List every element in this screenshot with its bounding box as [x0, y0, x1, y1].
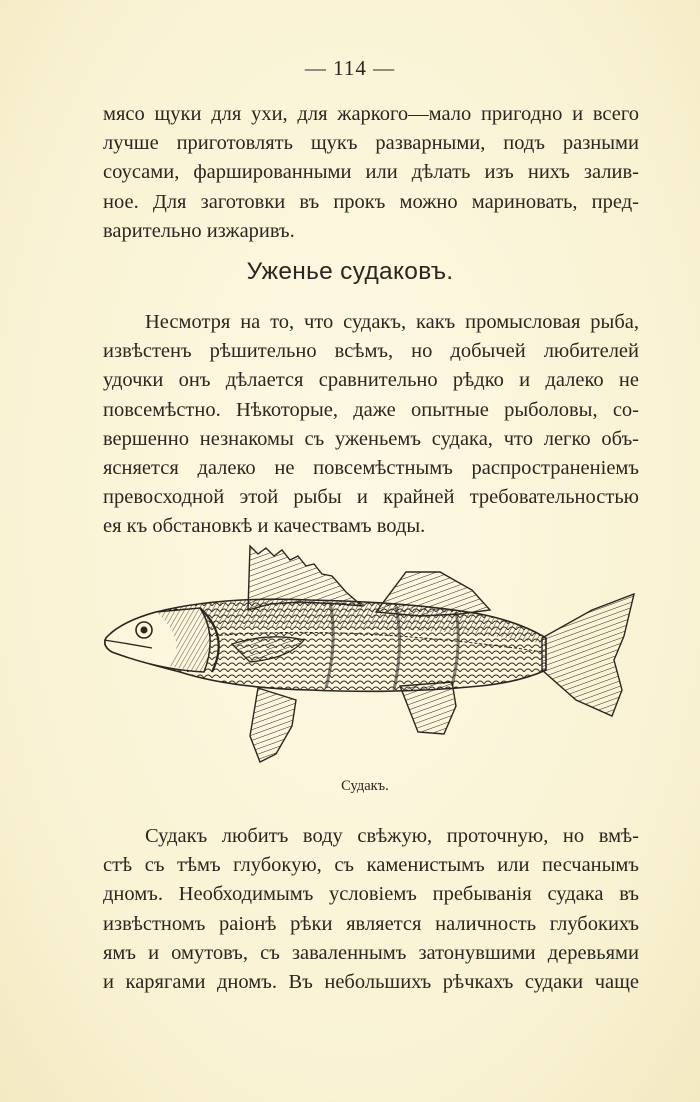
text-line: ясняется далеко не повсемѣстнымъ распространеніемъ — [103, 456, 639, 479]
text-line: стѣ съ тѣмъ глубокую, съ каменистымъ или песчанымъ — [103, 854, 639, 877]
text-line: мясо щуки для ухи, для жаркого—мало пригодно и всего — [103, 103, 639, 125]
text-line: повсемѣстно. Нѣкоторые, даже опытные рыболовы, со- — [103, 398, 639, 421]
paragraph-3 — [103, 822, 639, 997]
text-line: Несмотря на то, что судакъ, какъ промысловая рыба, — [145, 311, 639, 333]
paragraph-1 — [103, 100, 639, 246]
section-heading: Уженье судаковъ. — [246, 258, 454, 285]
text-line: и карягами дномъ. Въ небольшихъ рѣчкахъ судаки чаще — [103, 970, 639, 993]
text-line: ямъ и омутовъ, съ заваленнымъ затонувшими деревьями — [103, 941, 639, 964]
text-line: вершенно незнакомы съ уженьемъ судака, что легко объ- — [103, 427, 639, 450]
text-line: лучше приготовлять щукъ разварными, подъ разными — [103, 132, 639, 155]
zander-fish-icon — [100, 540, 640, 770]
figure-caption: Судакъ. — [341, 778, 389, 794]
text-line: Судакъ любитъ воду свѣжую, проточную, но вмѣ- — [145, 825, 639, 847]
text-line: ея къ обстановкѣ и качествамъ воды. — [103, 515, 426, 538]
paragraph-2 — [103, 308, 639, 542]
text-line: варительно изжаривъ. — [103, 219, 295, 242]
page-number: — 114 — — [304, 56, 396, 80]
fish-illustration — [100, 540, 640, 770]
text-line: извѣстенъ рѣшительно всѣмъ, но добычей любителей — [103, 340, 639, 363]
text-line: ное. Для заготовки въ прокъ можно мариновать, пред- — [103, 190, 639, 213]
text-line: соусами, фаршированными или дѣлать изъ нихъ залив- — [103, 161, 639, 184]
text-line: удочки онъ дѣлается сравнительно рѣдко и далеко не — [103, 369, 639, 392]
text-line: извѣстномъ раіонѣ рѣки является наличность глубокихъ — [103, 912, 639, 935]
text-line: превосходной этой рыбы и крайней требовательностью — [103, 486, 639, 509]
text-line: дномъ. Необходимымъ условіемъ пребыванія судака въ — [103, 883, 639, 906]
